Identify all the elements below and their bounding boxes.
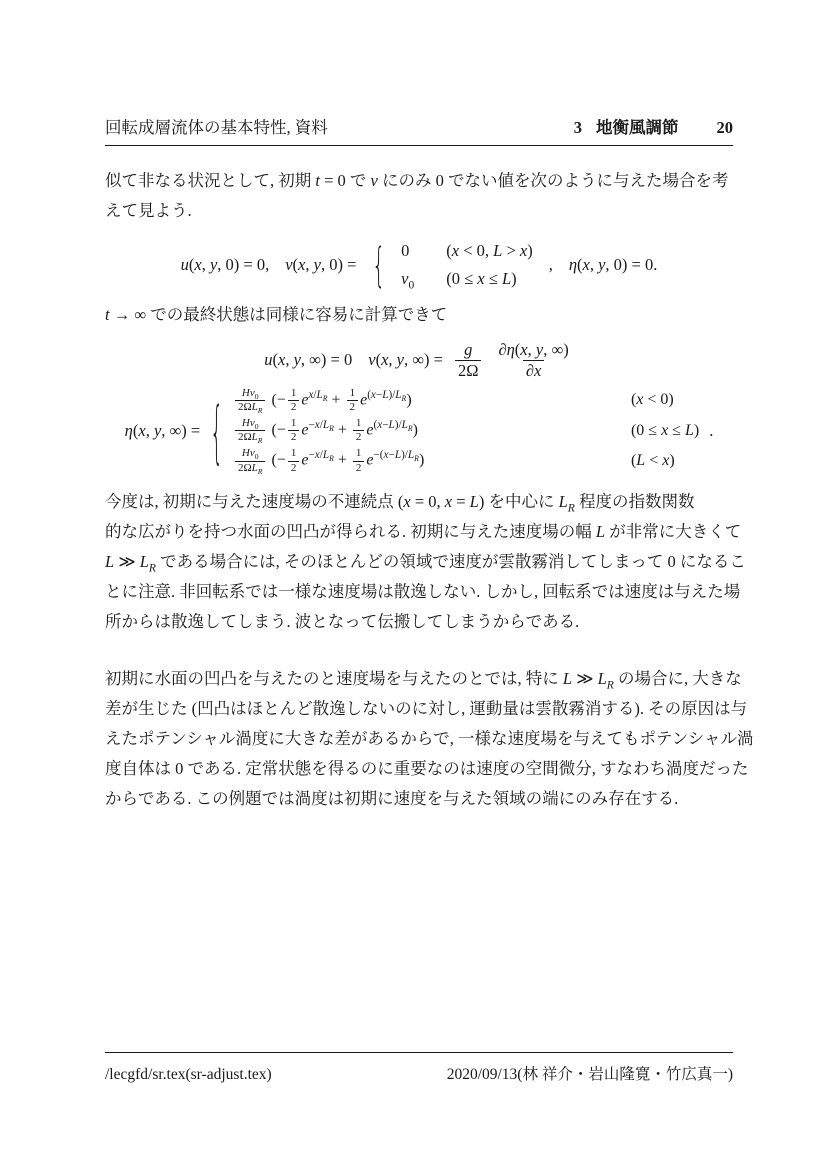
paragraph-discussion-1 bbox=[105, 487, 746, 637]
equation-period: . bbox=[709, 420, 714, 440]
text-line: えて見よう. bbox=[105, 201, 192, 220]
section-title: 地衡風調節 bbox=[596, 118, 679, 137]
case-condition: (x < 0) bbox=[630, 391, 674, 409]
case-condition: (0 ≤ x ≤ L) bbox=[446, 269, 517, 288]
equation-term-eta-lhs: η(x, y, ∞) = bbox=[124, 420, 201, 440]
case-expression: $\frac{Hv_0}{2\Omega L_R}$ (− $\frac{1}{2}$ $e^{-x/L_R}$ + $\frac{1}{2}$ $e^{-(x-L)/L_R}$) bbox=[233, 447, 631, 474]
case-value: 0 bbox=[401, 241, 410, 260]
page-body bbox=[105, 166, 754, 814]
paragraph-discussion-2 bbox=[105, 664, 754, 814]
equation-term-u: u(x, y, 0) = 0, bbox=[180, 255, 270, 274]
footer-date-authors: 2020/09/13(林 祥介・岩山隆寛・竹広真一) bbox=[446, 1066, 733, 1083]
equation-term-v-lhs: v(x, y, 0) = bbox=[285, 255, 357, 274]
text-line: L ≫ $L_R$ である場合には, そのほとんどの領域で速度が雲散霧消してしまって 0 になるこ bbox=[105, 551, 746, 575]
case-value: $v_0$ bbox=[401, 269, 415, 292]
equation-cases bbox=[233, 387, 699, 475]
equation-separator: , bbox=[548, 255, 553, 274]
text-line: 度自体は 0 である. 定常状態を得るのに重要なのは速度の空間微分, すなわち渦度だった bbox=[105, 758, 749, 778]
equation-final-velocity bbox=[105, 340, 733, 381]
paragraph-intro bbox=[105, 166, 733, 226]
case-expression: $\frac{Hv_0}{2\Omega L_R}$ (− $\frac{1}{2}$ $e^{-x/L_R}$ + $\frac{1}{2}$ $e^{(x-L)/L_R}$) bbox=[233, 417, 631, 444]
header-rule bbox=[105, 145, 733, 146]
case-condition: (L < x) bbox=[630, 452, 675, 470]
page-number: 20 bbox=[716, 118, 733, 137]
left-brace: { bbox=[210, 389, 223, 472]
equation-term-v-final-lhs: v(x, y, ∞) = bbox=[368, 350, 443, 370]
text-line: とに注意. 非回転系では一様な速度場は散逸しない. しかし, 回転系では速度は与えた場 bbox=[105, 581, 741, 601]
fraction-g-over-2omega bbox=[455, 340, 482, 381]
text-line: えたポテンシャル渦度に大きな差があるからで, 一様な速度場を与えてもポテンシャル渦 bbox=[105, 728, 754, 748]
text-line: 的な広がりを持つ水面の凹凸が得られる. 初期に与えた速度場の幅 L が非常に大きくて bbox=[105, 521, 742, 541]
section-number: 3 bbox=[573, 118, 582, 137]
case-condition: (x < 0, L > x) bbox=[446, 241, 533, 260]
text-line: 今度は, 初期に与えた速度場の不連続点 (x = 0, x = L) を中心に $L_R$ 程度の指数関数 bbox=[105, 491, 695, 515]
page-header bbox=[105, 114, 733, 146]
page-footer bbox=[105, 1052, 733, 1084]
equation-term-u-final: u(x, y, ∞) = 0 bbox=[264, 350, 353, 370]
equation-term-eta: η(x, y, 0) = 0. bbox=[568, 255, 658, 274]
fraction-deta-over-dx bbox=[495, 340, 571, 381]
header-section bbox=[574, 114, 733, 138]
case-condition: (0 ≤ x ≤ L) bbox=[630, 421, 700, 439]
equation-cases bbox=[401, 238, 533, 292]
fraction-denominator: ∂x bbox=[523, 360, 544, 381]
text-line: 差が生じた (凹凸はほとんど散逸しないのに対し, 運動量は雲散霧消する). その原因は与 bbox=[105, 698, 748, 718]
fraction-denominator: 2Ω bbox=[455, 360, 482, 381]
text-line: 所からは散逸してしまう. 波となって伝搬してしまうからである. bbox=[105, 611, 580, 631]
text-line: t → ∞ での最終状態は同様に容易に計算できて bbox=[105, 305, 448, 324]
fraction-numerator: g bbox=[464, 340, 473, 359]
footer-source-path: /lecgfd/sr.tex(sr-adjust.tex) bbox=[105, 1066, 272, 1083]
left-brace: { bbox=[372, 237, 386, 293]
text-line: からである. この例題では渦度は初期に速度を与えた領域の端にのみ存在する. bbox=[105, 788, 679, 808]
text-line: 似て非なる状況として, 初期 t = 0 で v にのみ 0 でない値を次のように与えた場合を考 bbox=[105, 171, 729, 190]
fraction-numerator: ∂η(x, y, ∞) bbox=[498, 340, 569, 359]
case-expression: $\frac{Hv_0}{2\Omega L_R}$ (− $\frac{1}{2}$ $e^{x/L_R}$ + $\frac{1}{2}$ $e^{(x-L)/L_R}$) bbox=[233, 387, 631, 414]
equation-initial-conditions bbox=[105, 238, 733, 292]
text-line: 初期に水面の凹凸を与えたのと速度場を与えたのとでは, 特に L ≫ $L_R$ の場合に, 大きな bbox=[105, 668, 742, 692]
equation-final-eta bbox=[105, 387, 733, 475]
header-left-title: 回転成層流体の基本特性, 資料 bbox=[105, 118, 328, 137]
